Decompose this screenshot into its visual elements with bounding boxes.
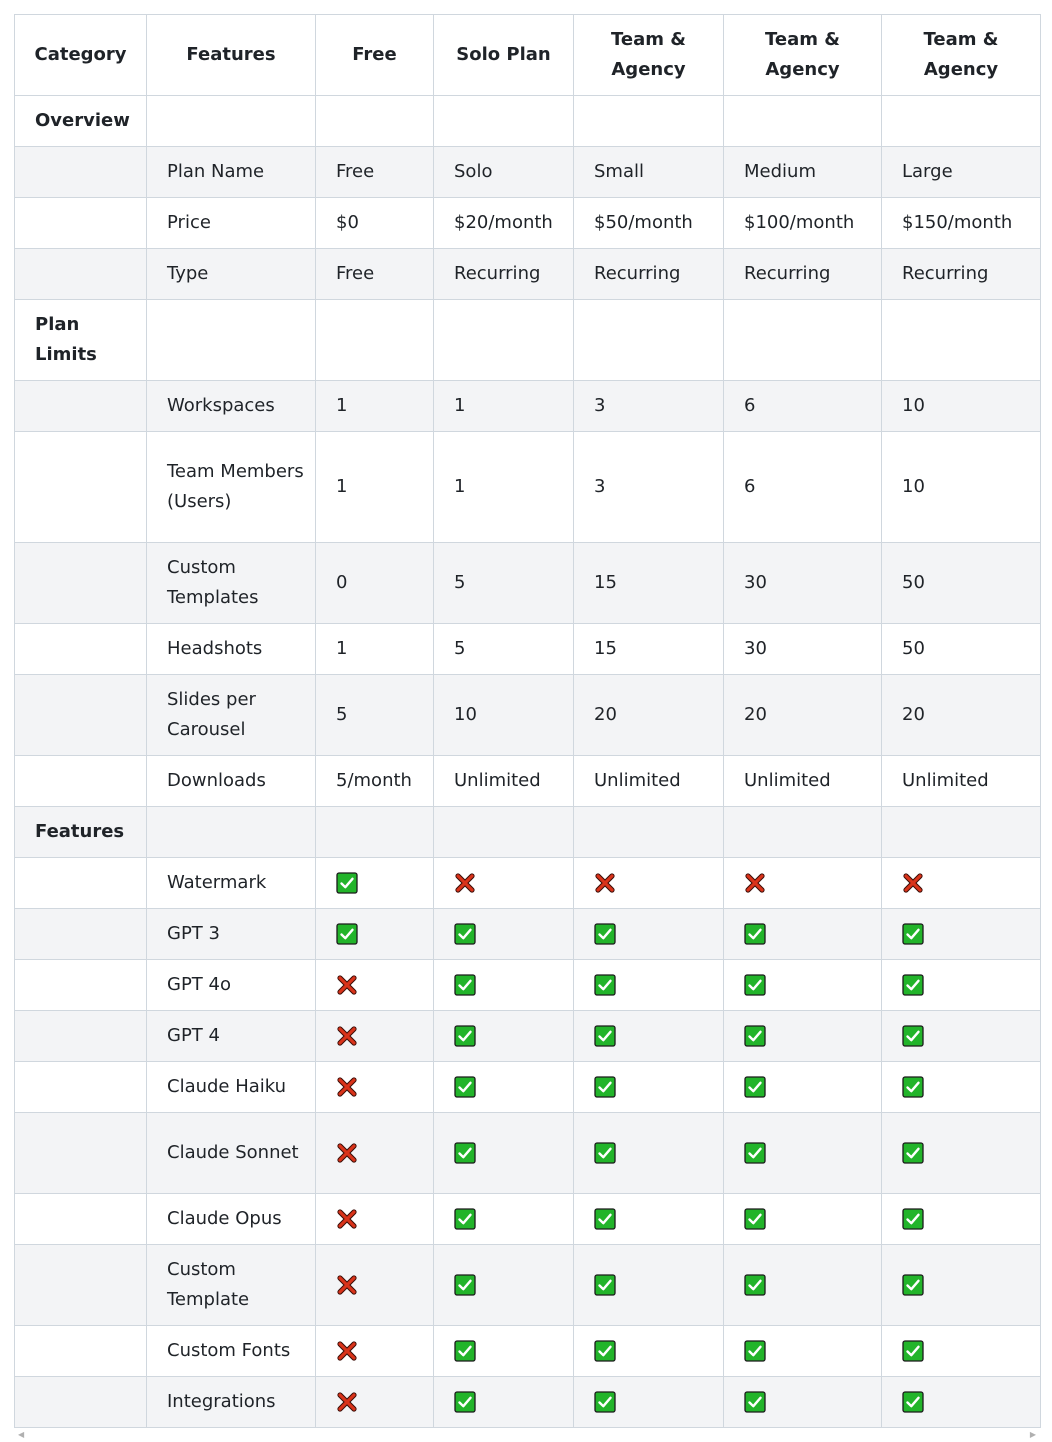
table-row [15, 543, 1041, 624]
category-cell [15, 198, 147, 249]
plan-availability-cell [574, 1194, 724, 1245]
plan-availability-cell [434, 1245, 574, 1326]
cross-icon [336, 1391, 358, 1413]
table-row [15, 1245, 1041, 1326]
category-cell [15, 1113, 147, 1194]
plan-availability-cell [574, 1011, 724, 1062]
table-row [15, 960, 1041, 1011]
category-cell [15, 858, 147, 909]
plan-value-cell: 30 [724, 543, 882, 624]
check-icon [454, 1025, 476, 1047]
check-icon [454, 1391, 476, 1413]
plan-availability-cell [882, 1062, 1041, 1113]
plan-value-cell: Recurring [882, 249, 1041, 300]
category-cell [15, 432, 147, 543]
check-icon [902, 974, 924, 996]
table-row [15, 147, 1041, 198]
cross-icon [336, 1076, 358, 1098]
check-icon [744, 1208, 766, 1230]
feature-cell [147, 300, 316, 381]
plan-availability-cell [434, 1113, 574, 1194]
cross-icon [902, 872, 924, 894]
cross-icon [336, 1208, 358, 1230]
table-body [15, 96, 1041, 1428]
plan-value-cell: 3 [574, 432, 724, 543]
scroll-right-arrow-icon[interactable]: ▶ [1029, 1430, 1036, 1439]
table-header-row [15, 15, 1041, 96]
table-row [15, 249, 1041, 300]
column-header-3: Solo Plan [434, 15, 574, 96]
plan-value-cell: Unlimited [434, 756, 574, 807]
plan-value-cell: $20/month [434, 198, 574, 249]
plan-availability-cell [434, 1194, 574, 1245]
plan-availability-cell [574, 1377, 724, 1428]
plan-value-cell: $150/month [882, 198, 1041, 249]
plan-availability-cell [724, 1062, 882, 1113]
plan-value-cell: 3 [574, 381, 724, 432]
plan-value-cell: $0 [316, 198, 434, 249]
plan-value-cell: 1 [316, 624, 434, 675]
cross-icon [336, 974, 358, 996]
plan-value-cell: 5 [434, 624, 574, 675]
table-row [15, 1194, 1041, 1245]
plan-value-cell: $100/month [724, 198, 882, 249]
plan-availability-cell [434, 858, 574, 909]
table-row [15, 1062, 1041, 1113]
plan-availability-cell [882, 1245, 1041, 1326]
plan-value-cell: Recurring [574, 249, 724, 300]
category-cell [15, 960, 147, 1011]
plan-availability-cell [434, 909, 574, 960]
plan-value-cell: Free [316, 147, 434, 198]
cross-icon [336, 1025, 358, 1047]
plan-availability-cell [316, 1326, 434, 1377]
check-icon [594, 1340, 616, 1362]
plan-availability-cell [434, 960, 574, 1011]
category-cell [15, 675, 147, 756]
category-cell [15, 909, 147, 960]
feature-cell: Workspaces [147, 381, 316, 432]
feature-cell: Type [147, 249, 316, 300]
plan-value-cell: Unlimited [882, 756, 1041, 807]
cross-icon [594, 872, 616, 894]
pricing-table-container [14, 14, 1041, 1428]
column-header-2: Free [316, 15, 434, 96]
feature-cell: Plan Name [147, 147, 316, 198]
plan-value-cell [574, 96, 724, 147]
cross-icon [336, 1340, 358, 1362]
category-cell: Features [15, 807, 147, 858]
check-icon [744, 1142, 766, 1164]
plan-value-cell: 1 [316, 381, 434, 432]
cross-icon [454, 872, 476, 894]
plan-availability-cell [316, 858, 434, 909]
feature-cell: GPT 4o [147, 960, 316, 1011]
check-icon [454, 974, 476, 996]
plan-value-cell [574, 300, 724, 381]
category-cell [15, 1245, 147, 1326]
check-icon [902, 1274, 924, 1296]
check-icon [744, 923, 766, 945]
feature-cell: Slides per Carousel [147, 675, 316, 756]
plan-value-cell: $50/month [574, 198, 724, 249]
category-cell [15, 1011, 147, 1062]
plan-value-cell: 5 [316, 675, 434, 756]
check-icon [594, 1142, 616, 1164]
plan-availability-cell [882, 1011, 1041, 1062]
table-row [15, 1377, 1041, 1428]
check-icon [336, 923, 358, 945]
category-cell [15, 1377, 147, 1428]
plan-value-cell: 10 [882, 432, 1041, 543]
plan-value-cell: 6 [724, 381, 882, 432]
scroll-left-arrow-icon[interactable]: ◀ [18, 1430, 25, 1439]
plan-value-cell [434, 300, 574, 381]
table-row [15, 96, 1041, 147]
check-icon [454, 1076, 476, 1098]
plan-value-cell [574, 807, 724, 858]
table-row [15, 1113, 1041, 1194]
check-icon [744, 1391, 766, 1413]
plan-value-cell [882, 300, 1041, 381]
category-cell [15, 543, 147, 624]
table-row [15, 756, 1041, 807]
plan-value-cell: 1 [316, 432, 434, 543]
check-icon [454, 1274, 476, 1296]
plan-value-cell: 30 [724, 624, 882, 675]
category-cell [15, 756, 147, 807]
plan-value-cell [434, 96, 574, 147]
plan-availability-cell [724, 1245, 882, 1326]
plan-availability-cell [882, 1326, 1041, 1377]
plan-value-cell [724, 300, 882, 381]
plan-availability-cell [574, 858, 724, 909]
plan-availability-cell [724, 1326, 882, 1377]
plan-value-cell: 15 [574, 624, 724, 675]
check-icon [902, 1142, 924, 1164]
feature-cell: Claude Haiku [147, 1062, 316, 1113]
check-icon [454, 1142, 476, 1164]
plan-value-cell: 1 [434, 381, 574, 432]
plan-value-cell: 1 [434, 432, 574, 543]
plan-value-cell [434, 807, 574, 858]
category-cell [15, 1062, 147, 1113]
feature-cell: Claude Opus [147, 1194, 316, 1245]
column-header-0: Category [15, 15, 147, 96]
plan-value-cell: 15 [574, 543, 724, 624]
plan-value-cell: Medium [724, 147, 882, 198]
feature-cell: Downloads [147, 756, 316, 807]
plan-value-cell [882, 96, 1041, 147]
plan-value-cell: 5 [434, 543, 574, 624]
column-header-1: Features [147, 15, 316, 96]
check-icon [454, 1340, 476, 1362]
column-header-6: Team & Agency [882, 15, 1041, 96]
feature-cell: Custom Fonts [147, 1326, 316, 1377]
check-icon [902, 923, 924, 945]
plan-availability-cell [316, 1062, 434, 1113]
plan-availability-cell [434, 1377, 574, 1428]
table-row [15, 1326, 1041, 1377]
plan-value-cell: Free [316, 249, 434, 300]
check-icon [902, 1208, 924, 1230]
plan-availability-cell [882, 1377, 1041, 1428]
plan-availability-cell [882, 909, 1041, 960]
feature-cell: Watermark [147, 858, 316, 909]
feature-cell [147, 807, 316, 858]
check-icon [744, 1076, 766, 1098]
pricing-comparison-table [14, 14, 1041, 1428]
check-icon [902, 1391, 924, 1413]
check-icon [744, 1025, 766, 1047]
plan-value-cell: Unlimited [724, 756, 882, 807]
feature-cell [147, 96, 316, 147]
plan-availability-cell [316, 1377, 434, 1428]
category-cell [15, 147, 147, 198]
table-row [15, 381, 1041, 432]
table-row [15, 807, 1041, 858]
plan-availability-cell [724, 1194, 882, 1245]
check-icon [594, 1076, 616, 1098]
plan-availability-cell [882, 858, 1041, 909]
plan-value-cell: Solo [434, 147, 574, 198]
plan-availability-cell [316, 1194, 434, 1245]
plan-value-cell: 20 [574, 675, 724, 756]
plan-availability-cell [724, 1011, 882, 1062]
category-cell [15, 381, 147, 432]
plan-availability-cell [724, 1113, 882, 1194]
table-row [15, 909, 1041, 960]
category-cell [15, 249, 147, 300]
check-icon [454, 923, 476, 945]
plan-value-cell [316, 96, 434, 147]
plan-value-cell [882, 807, 1041, 858]
plan-availability-cell [434, 1326, 574, 1377]
category-cell: Overview [15, 96, 147, 147]
plan-availability-cell [574, 1113, 724, 1194]
plan-availability-cell [574, 1245, 724, 1326]
cross-icon [336, 1274, 358, 1296]
plan-value-cell: Large [882, 147, 1041, 198]
cross-icon [744, 872, 766, 894]
feature-cell: Headshots [147, 624, 316, 675]
category-cell: Plan Limits [15, 300, 147, 381]
check-icon [594, 1274, 616, 1296]
plan-value-cell: 6 [724, 432, 882, 543]
plan-availability-cell [724, 858, 882, 909]
table-row [15, 624, 1041, 675]
table-row [15, 675, 1041, 756]
table-row [15, 198, 1041, 249]
check-icon [744, 974, 766, 996]
plan-availability-cell [316, 1113, 434, 1194]
plan-value-cell [724, 807, 882, 858]
check-icon [594, 923, 616, 945]
table-row [15, 858, 1041, 909]
feature-cell: Claude Sonnet [147, 1113, 316, 1194]
plan-availability-cell [316, 1011, 434, 1062]
table-row [15, 432, 1041, 543]
plan-availability-cell [724, 909, 882, 960]
plan-value-cell: 20 [882, 675, 1041, 756]
plan-value-cell: 0 [316, 543, 434, 624]
plan-value-cell [316, 300, 434, 381]
feature-cell: Team Members (Users) [147, 432, 316, 543]
category-cell [15, 624, 147, 675]
check-icon [744, 1274, 766, 1296]
check-icon [902, 1340, 924, 1362]
plan-value-cell [316, 807, 434, 858]
plan-value-cell: Small [574, 147, 724, 198]
plan-availability-cell [434, 1062, 574, 1113]
plan-availability-cell [724, 1377, 882, 1428]
cross-icon [336, 1142, 358, 1164]
plan-availability-cell [574, 909, 724, 960]
plan-value-cell: Recurring [724, 249, 882, 300]
feature-cell: Price [147, 198, 316, 249]
plan-value-cell [724, 96, 882, 147]
column-header-4: Team & Agency [574, 15, 724, 96]
feature-cell: Custom Template [147, 1245, 316, 1326]
plan-value-cell: Unlimited [574, 756, 724, 807]
plan-value-cell: 20 [724, 675, 882, 756]
plan-value-cell: 50 [882, 624, 1041, 675]
plan-value-cell: Recurring [434, 249, 574, 300]
feature-cell: Integrations [147, 1377, 316, 1428]
plan-value-cell: 50 [882, 543, 1041, 624]
check-icon [594, 1391, 616, 1413]
plan-availability-cell [882, 1194, 1041, 1245]
plan-value-cell: 10 [434, 675, 574, 756]
table-row [15, 300, 1041, 381]
plan-availability-cell [316, 960, 434, 1011]
column-header-5: Team & Agency [724, 15, 882, 96]
plan-availability-cell [434, 1011, 574, 1062]
plan-value-cell: 10 [882, 381, 1041, 432]
plan-availability-cell [316, 1245, 434, 1326]
feature-cell: GPT 4 [147, 1011, 316, 1062]
plan-availability-cell [724, 960, 882, 1011]
category-cell [15, 1194, 147, 1245]
horizontal-scrollbar[interactable] [14, 1431, 1040, 1439]
plan-availability-cell [882, 960, 1041, 1011]
check-icon [902, 1025, 924, 1047]
check-icon [744, 1340, 766, 1362]
feature-cell: Custom Templates [147, 543, 316, 624]
plan-value-cell: 5/month [316, 756, 434, 807]
plan-availability-cell [882, 1113, 1041, 1194]
check-icon [594, 1025, 616, 1047]
check-icon [336, 872, 358, 894]
check-icon [594, 1208, 616, 1230]
table-row [15, 1011, 1041, 1062]
feature-cell: GPT 3 [147, 909, 316, 960]
category-cell [15, 1326, 147, 1377]
plan-availability-cell [574, 1326, 724, 1377]
check-icon [454, 1208, 476, 1230]
check-icon [902, 1076, 924, 1098]
plan-availability-cell [316, 909, 434, 960]
check-icon [594, 974, 616, 996]
plan-availability-cell [574, 960, 724, 1011]
plan-availability-cell [574, 1062, 724, 1113]
